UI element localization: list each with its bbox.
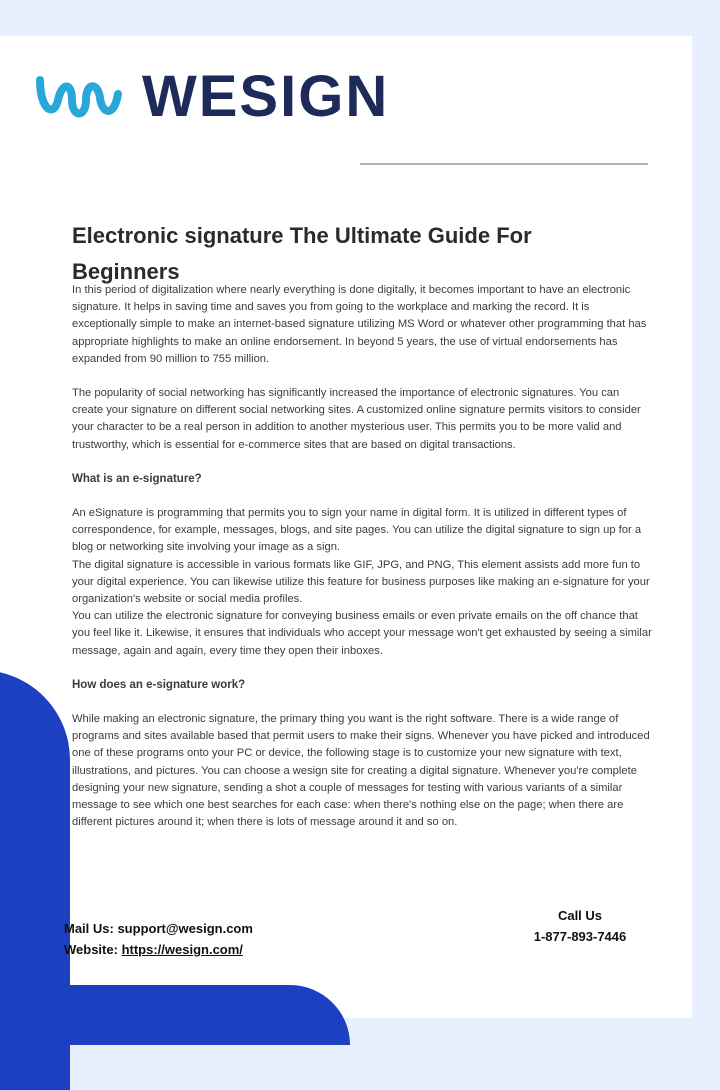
heading-how-it-works: How does an e-signature work? — [72, 678, 246, 691]
phone-number: 1-877-893-7446 — [533, 929, 627, 944]
header-divider — [360, 163, 648, 165]
paragraph-how-it-works: While making an electronic signature, the primary thing you want is the right software. There is a wide range of programs and sites available based that permit users to make their signs. Whenever you have picked and introduced one of these programs onto your PC or device, the following stage is to customize your new signature with text, illustrations, and pictures. You can choose a wesign site for creating a digital signature. Whenever you're complete designing your new signature, sending a shot a couple of messages for testing with various variants of a similar message to see which one best searches for each case: when there's nothing else on the page; when there are different pictures around it; when there is lots of message around it and so on. — [72, 713, 650, 829]
paragraph-esignature-definition: An eSignature is programming that permits you to sign your name in digital form. It is utilized in different types of correspondence, for example, messages, blogs, and site pages. You can utilize the digital signature to sign up for a blog or networking site involving your image as a sign. — [72, 507, 642, 554]
logo-wordmark: WESIGN — [142, 64, 390, 129]
website-link[interactable]: https://wesign.com/ — [121, 942, 243, 957]
article-body — [72, 282, 652, 848]
decorative-blue-shape-bottom — [0, 985, 350, 1045]
paragraph-formats: The digital signature is accessible in various formats like GIF, JPG, and PNG, This element assists add more fun to your digital experience. You can likewise utilize this feature for business purposes like making an e-signature for your organization's website or social media profiles. — [72, 558, 650, 606]
wave-mark-icon — [36, 70, 136, 124]
footer-mail: Mail Us: support@wesign.com — [64, 921, 253, 936]
footer-website — [64, 939, 253, 960]
heading-what-is-esignature: What is an e-signature? — [72, 472, 202, 485]
paragraph-emails: You can utilize the electronic signature for conveying business emails or even private emails on the off chance that you feel like it. Likewise, it ensures that individuals who accept your message won't get exhausted by seeing a similar message, again and again, every time they open their inboxes. — [72, 610, 652, 657]
footer-contact — [64, 918, 253, 960]
paragraph-popularity: The popularity of social networking has significantly increased the importance of electronic signatures. You can create your signature on different social networking sites. A customized online signature permits visitors to consider your character to be a real person in addition to another mysterious user. This permits you to be more valid and trustworthy, which is essential for e-commerce sites that are based on digital transactions. — [72, 387, 641, 451]
page-title: Electronic signature The Ultimate Guide For Beginners — [72, 223, 532, 284]
footer-website-label: Website: — [64, 942, 122, 957]
footer-call — [520, 905, 640, 947]
paragraph-intro: In this period of digitalization where nearly everything is done digitally, it becomes important to have an electronic signature. It helps in saving time and saves you from going to the workplace and marking the record. It is exceptionally simple to make an internet-based signature utilizing MS Word or whatever other programming that has appropriate highlights to make an online endorsement. In beyond 5 years, the use of virtual endorsements has expanded from 90 million to 755 million. — [72, 284, 647, 365]
call-label: Call Us — [557, 908, 603, 923]
wesign-logo — [36, 64, 390, 129]
